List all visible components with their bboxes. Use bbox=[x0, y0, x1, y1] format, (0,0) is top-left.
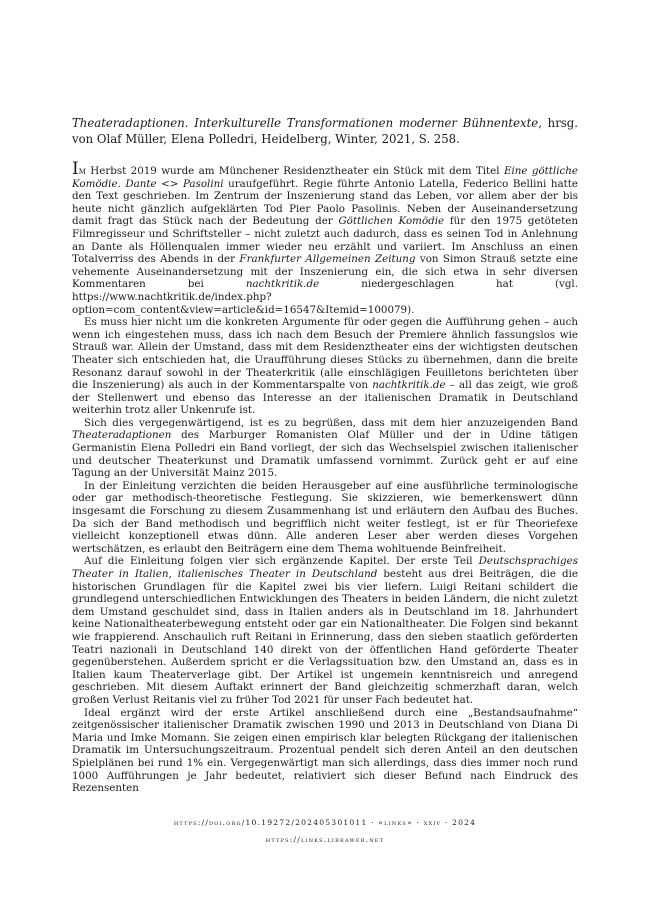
paragraph-1 bbox=[72, 159, 578, 316]
text-run: Sich dies vergegenwärtigend, ist es zu begrüßen, dass mit dem hier anzuzeigenden Band bbox=[84, 416, 578, 429]
text-run: In der Einleitung verzichten die beiden Herausgeber auf eine ausführliche terminologische oder gar methodisch-theoretische Festlegung. Sie skizzieren, wie bemerkenswert dünn insgesamt die Forschung zu diesem Zusammenhang ist und erläutern den Aufbau des Buches. Da sich der Band methodisch und begrifflich nicht weiter festlegt, ist er für Theoriefexe vielleicht konzeptionell etwas dünn. Alle anderen Leser aber werden dieses Vorgehen wertschätzen, es erlaubt den Beiträgern eine dem Thema wohltuende Beinfreiheit. bbox=[72, 479, 578, 555]
book-title: Theateradaptionen. Interkulturelle Transformationen moderner Bühnentexte bbox=[72, 116, 539, 130]
text-run: Ideal ergänzt wird der erste Artikel anschließend durch eine „Bestandsaufnahme“ zeitgenössischer italienischer Dramatik zwischen 1990 und 2013 in Deutschland von Diana Di Maria und Imke Momann. Sie zeigen einen empirisch klar belegten Rückgang der italienischen Dramatik im Untersuchungszeitraum. Prozentual pendelt sich deren Anteil an den deutschen Spielplänen bei rund 1% ein. Vergegenwärtigt man sich allerdings, dass dies immer noch rund 1000 Aufführungen je Jahr bedeutet, relativiert sich dieser Befund nach Eindruck des Rezensenten bbox=[72, 706, 578, 795]
website-name: nachtkritik.de bbox=[245, 278, 320, 291]
text-run: von Simon Strauß setzte eine vehemente Auseinandersetzung mit der Inszenierung ein, die sich etwa in sehr diversen Kommentaren bei bbox=[72, 253, 578, 291]
text-run: uraufgeführt. Regie führte Antonio Latella, Federico Bellini hatte den Text geschrieben. Im Zentrum der Inszenierung stand das Leben, vor allem aber der bis heute nicht gänzlich aufgeklärten Tod Pier Paolo Pasolinis. Neben der Auseinandersetzung damit fragt das Stück nach der Bedeutung der bbox=[72, 177, 578, 228]
paragraph-lead: m bbox=[78, 165, 86, 177]
footer-url[interactable]: https://links.libraweb.net bbox=[265, 835, 385, 844]
book-title-inline: Theateradaptionen bbox=[72, 429, 172, 442]
text-run: – all das zeigt, wie groß der Stellenwert und ebenso das Interesse an der italienischen Dramatik in Deutschland weiterhin trotz aller Unkenrufe ist. bbox=[72, 379, 578, 417]
text-run: niedergeschlagen hat (vgl. https://www.nachtkritik.de/index.php?option=com_content&view=article&id=16547&Itemid=100079). bbox=[72, 278, 578, 316]
drop-cap: I bbox=[72, 159, 79, 179]
work-title: Göttlichen Komödie bbox=[338, 215, 445, 228]
book-citation bbox=[72, 116, 578, 147]
website-name: nachtkritik.de bbox=[372, 379, 446, 392]
paragraph-5 bbox=[72, 555, 578, 706]
text-run: des Marburger Romanisten Olaf Müller und der in Udine tätigen Germanistin Elena Polledri ein Band vorliegt, der sich das Wechselspiel zwischen italienischer und deutscher Theaterkunst und Dramatik umfassend vornimmt. Zurück geht er auf eine Tagung an der Universität Mainz 2015. bbox=[72, 429, 578, 480]
paragraph-3 bbox=[72, 417, 578, 480]
paragraph-4 bbox=[72, 480, 578, 556]
work-title: Eine göttliche Komödie. Dante <> Pasolini bbox=[72, 165, 578, 190]
text-run: besteht aus drei Beiträgen, die die historischen Grundlagen für die Kapitel zwei bis vier liefern. Luigi Reitani schildert die grundlegend unterschiedlichen Entwicklungen des Theaters in beiden Ländern, die nicht zuletzt dem Umstand geschuldet sind, dass in Italien anders als in Deutschland im 18. Jahrhundert keine Nationaltheaterbewegung entsteht oder gar ein Nationaltheater. Die Folgen sind bekannt wie frappierend. Anschaulich ruft Reitani in Erinnerung, dass den sieben staatlich geförderten Teatri nazionali in Deutschland 140 direkt von der öffentlichen Hand geförderte Theater gegenüberstehen. Außerdem spricht er die Verlagssituation bzw. den Umstand an, dass es in Italien kaum Theaterverlage gibt. Der Artikel ist ungemein kenntnisreich und anregend geschrieben. Mit diesem Auftakt erinnert der Band gleichzeitig schmerzhaft daran, welch großen Verlust Reitanis viel zu früher Tod 2021 für unser Fach bedeutet hat. bbox=[72, 568, 578, 706]
book-citation-details: , hrsg. von Olaf Müller, Elena Polledri, Heidelberg, Winter, 2021, S. 258. bbox=[72, 116, 578, 146]
text-run: für den 1975 getöteten Filmregisseur und Schriftsteller – nicht zuletzt auch dadurch, dass es seinen Tod in Anlehnung an Dante als Höllenqualen immer wieder neu erzählt und variiert. Im Anschluss an einen Totalverriss des Abends in der bbox=[72, 215, 578, 266]
text-run: Es muss hier nicht um die konkreten Argumente für oder gegen die Aufführung gehen – auch wenn ich eingestehen muss, dass ich nach dem Besuch der Premiere ähnlich fassungslos wie Strauß war. Allein der Umstand, dass mit dem Residenztheater eins der wichtigsten deutschen Theater sich entschieden hat, die Uraufführung dieses Stücks zu übernehmen, dann die breite Resonanz darauf sowohl in der Theaterkritik (alle einschlägigen Feuilletons berichteten über die Inszenierung) als auch in der Kommentarspalte von bbox=[72, 316, 578, 392]
chapter-title: Deutschsprachiges Theater in Italien, italienisches Theater in Deutschland bbox=[72, 555, 578, 580]
newspaper-title: Frankfurter Allgemeinen Zeitung bbox=[239, 253, 416, 266]
text-run: Auf die Einleitung folgen vier sich ergänzende Kapitel. Der erste Teil bbox=[84, 555, 479, 568]
text-run: Herbst 2019 wurde am Münchener Residenztheater ein Stück mit dem Titel bbox=[85, 165, 504, 177]
footer-doi[interactable]: https://doi.org/10.19272/202405301011 · «links» · xxiv · 2024 bbox=[173, 818, 477, 827]
paragraph-6 bbox=[72, 707, 578, 795]
paragraph-2 bbox=[72, 316, 578, 417]
review-page bbox=[72, 116, 578, 795]
